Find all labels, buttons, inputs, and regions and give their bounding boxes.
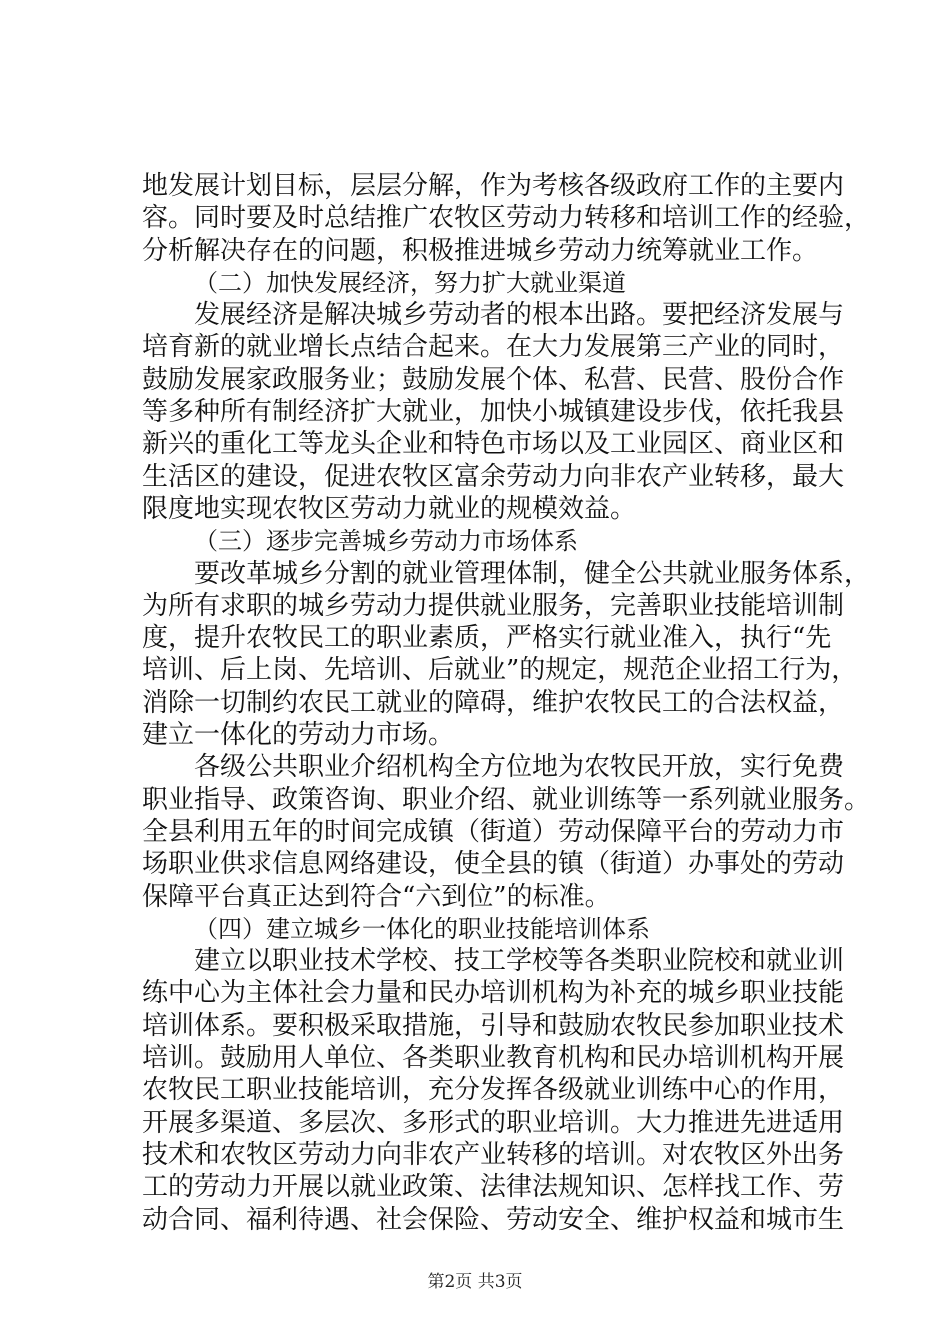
text-line: 容。同时要及时总结推广农牧区劳动力转移和培训工作的经验， <box>142 203 871 234</box>
text-line: 技术和农牧区劳动力向非农产业转移的培训。对农牧区外出务 <box>142 1139 845 1170</box>
text-line: 保障平台真正达到符合“六到位”的标准。 <box>142 881 611 912</box>
text-line: 分析解决存在的问题，积极推进城乡劳动力统筹就业工作。 <box>142 235 819 266</box>
text-line: 培育新的就业增长点结合起来。在大力发展第三产业的同时， <box>142 332 845 363</box>
text-line: 工的劳动力开展以就业政策、法律法规知识、怎样找工作、劳 <box>142 1172 845 1203</box>
text-line: 职业指导、政策咨询、职业介绍、就业训练等一系列就业服务。 <box>142 784 871 815</box>
text-line: 鼓励发展家政服务业；鼓励发展个体、私营、民营、股份合作 <box>142 364 845 395</box>
text-line: 建立一体化的劳动力市场。 <box>142 720 455 751</box>
text-line: 各级公共职业介绍机构全方位地为农牧民开放，实行免费 <box>194 752 845 783</box>
text-line: 场职业供求信息网络建设，使全县的镇（街道）办事处的劳动 <box>142 849 845 880</box>
text-line: 为所有求职的城乡劳动力提供就业服务，完善职业技能培训制 <box>142 590 845 621</box>
text-line: 练中心为主体社会力量和民办培训机构为补充的城乡职业技能 <box>142 978 845 1009</box>
text-line: 全县利用五年的时间完成镇（街道）劳动保障平台的劳动力市 <box>142 816 845 847</box>
page-footer: 第2页 共3页 <box>427 1272 523 1292</box>
text-line: 培训、后上岗、先培训、后就业”的规定，规范企业招工行为， <box>142 655 858 686</box>
text-line: 度，提升农牧民工的职业素质，严格实行就业准入，执行“先 <box>142 623 832 654</box>
section-heading: （二）加快发展经济，努力扩大就业渠道 <box>194 268 626 297</box>
text-line: 培训。鼓励用人单位、各类职业教育机构和民办培训机构开展 <box>142 1043 845 1074</box>
section-heading: （四）建立城乡一体化的职业技能培训体系 <box>194 914 650 943</box>
text-line: 地发展计划目标，层层分解，作为考核各级政府工作的主要内 <box>142 171 845 201</box>
text-line: 培训体系。要积极采取措施，引导和鼓励农牧民参加职业技术 <box>142 1010 845 1041</box>
text-line: 生活区的建设，促进农牧区富余劳动力向非农产业转移，最大 <box>142 461 845 492</box>
text-line: 动合同、福利待遇、社会保险、劳动安全、维护权益和城市生 <box>142 1204 845 1235</box>
text-line: 新兴的重化工等龙头企业和特色市场以及工业园区、商业区和 <box>142 429 845 460</box>
text-line: 农牧民工职业技能培训，充分发挥各级就业训练中心的作用， <box>142 1075 845 1106</box>
section-heading: （三）逐步完善城乡劳动力市场体系 <box>194 527 578 556</box>
document-body <box>142 170 871 1236</box>
text-line: 要改革城乡分割的就业管理体制，健全公共就业服务体系， <box>194 558 871 589</box>
text-line: 建立以职业技术学校、技工学校等各类职业院校和就业训 <box>194 946 845 977</box>
text-line: 消除一切制约农民工就业的障碍，维护农牧民工的合法权益， <box>142 687 845 718</box>
text-line: 限度地实现农牧区劳动力就业的规模效益。 <box>142 493 637 524</box>
text-line: 等多种所有制经济扩大就业，加快小城镇建设步伐，依托我县 <box>142 397 845 428</box>
text-line: 开展多渠道、多层次、多形式的职业培训。大力推进先进适用 <box>142 1107 845 1138</box>
text-line: 发展经济是解决城乡劳动者的根本出路。要把经济发展与 <box>194 300 845 331</box>
